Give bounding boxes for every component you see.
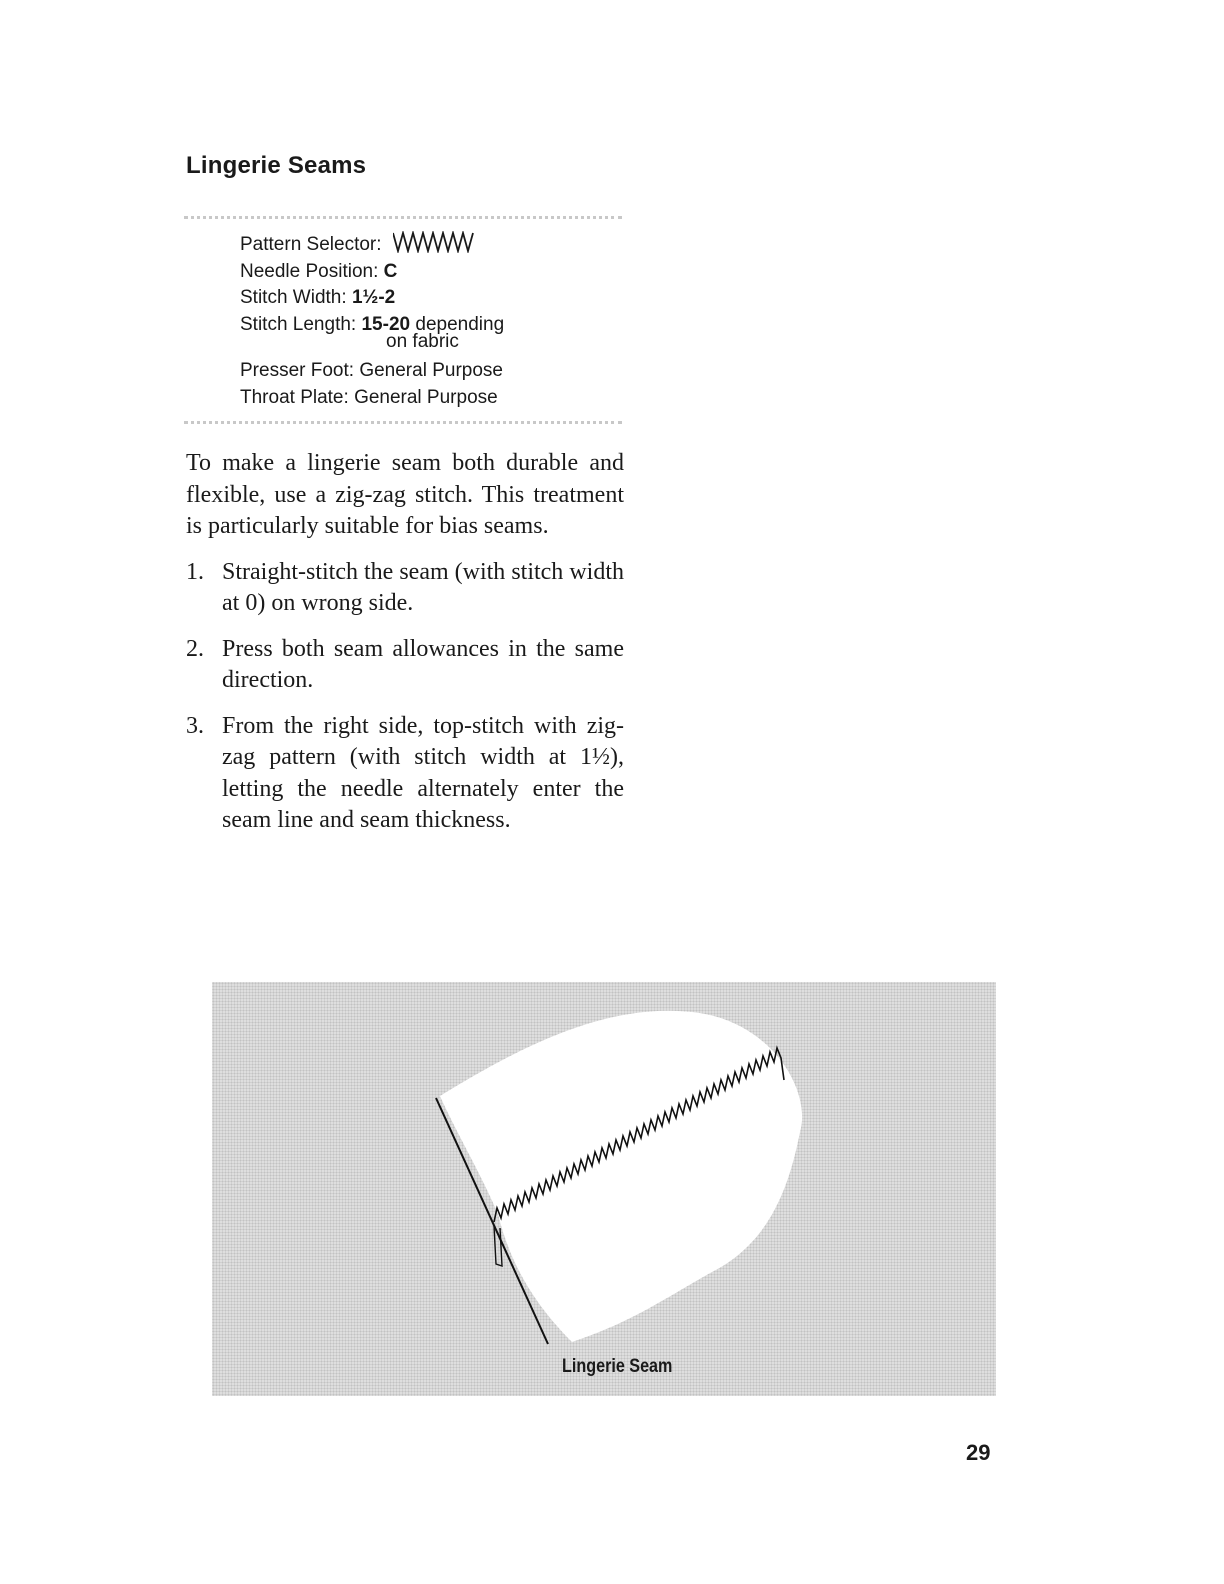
step-number: 2. xyxy=(186,635,204,662)
figure-caption: Lingerie Seam xyxy=(562,1356,673,1377)
setting-value: C xyxy=(383,260,398,282)
setting-presser-foot xyxy=(240,358,504,385)
step-item xyxy=(186,634,624,697)
fabric-illustration xyxy=(212,982,996,1396)
step-text: Press both seam allowances in the same direction. xyxy=(222,635,624,693)
setting-label: Stitch Width: xyxy=(240,287,347,308)
setting-label: Needle Position: xyxy=(240,260,379,282)
instructions xyxy=(186,448,624,851)
setting-stitch-length xyxy=(240,312,504,339)
step-item xyxy=(186,711,624,837)
section-heading: Lingerie Seams xyxy=(186,152,367,179)
step-number: 3. xyxy=(186,712,204,739)
setting-needle-position xyxy=(240,259,504,286)
setting-value: General Purpose xyxy=(354,386,498,408)
setting-stitch-width xyxy=(240,285,504,312)
setting-value-extra: depending xyxy=(415,313,505,335)
setting-value-continuation: on fabric xyxy=(386,331,459,352)
settings-list xyxy=(240,231,504,411)
zigzag-pattern-icon xyxy=(393,231,477,253)
setting-label: Stitch Length: xyxy=(240,313,357,335)
setting-throat-plate xyxy=(240,385,504,412)
step-number: 1. xyxy=(186,558,204,585)
machine-settings-box xyxy=(184,216,622,424)
steps-list xyxy=(186,557,624,837)
setting-label: Presser Foot: xyxy=(240,360,355,381)
setting-value: 15-20 xyxy=(361,313,411,335)
fabric-piece xyxy=(440,1011,802,1342)
setting-pattern-selector xyxy=(240,231,504,259)
intro-paragraph: To make a lingerie seam both durable and flexible, use a zig-zag stitch. This treatment is particularly suitable for bias seams. xyxy=(186,450,624,539)
setting-label: Pattern Selector: xyxy=(240,234,382,255)
step-text: Straight-stitch the seam (with stitch width at 0) on wrong side. xyxy=(222,558,624,616)
lingerie-seam-figure xyxy=(212,982,996,1396)
step-text: From the right side, top-stitch with zig-zag pattern (with stitch width at 1½), letting the needle alternately enter the seam line and seam thickness. xyxy=(222,712,624,833)
setting-label: Throat Plate: xyxy=(240,386,349,408)
setting-value: 1½-2 xyxy=(351,287,396,308)
page-number: 29 xyxy=(966,1440,991,1465)
step-item xyxy=(186,557,624,620)
setting-value: General Purpose xyxy=(359,360,503,381)
